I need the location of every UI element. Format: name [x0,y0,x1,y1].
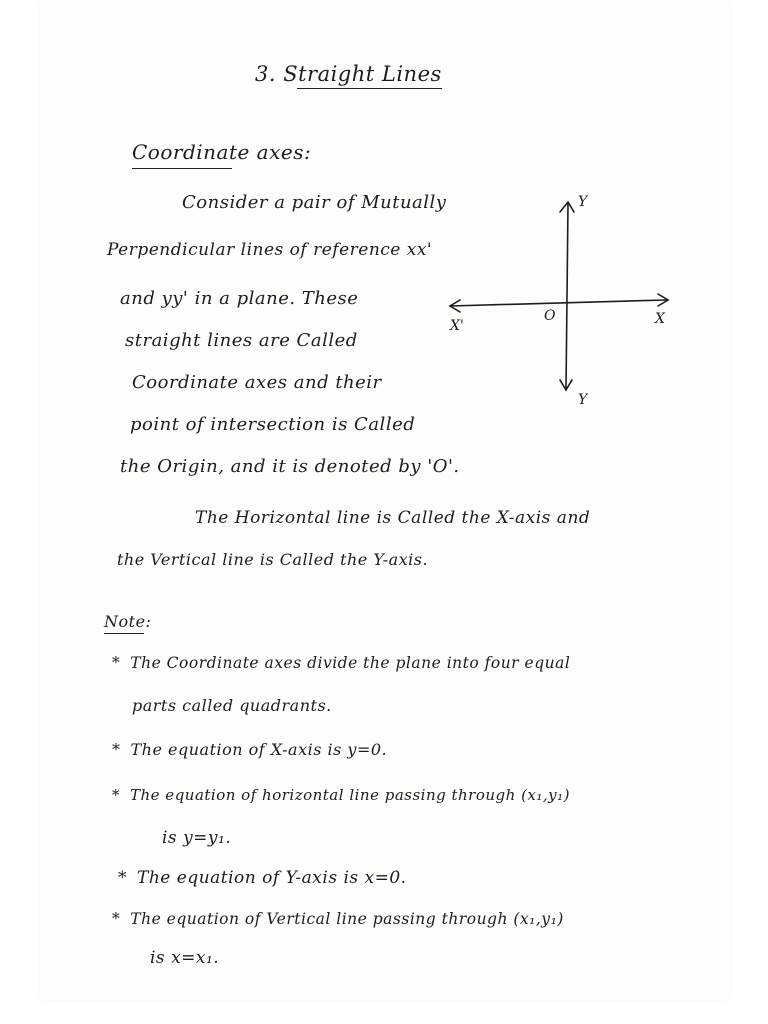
note-text: The equation of horizontal line passing through (x₁,y₁) [130,786,570,804]
note-item [112,910,564,928]
heading-underline [132,168,232,169]
paragraph-line: Consider a pair of Mutually [182,192,447,213]
paragraph-line: the Origin, and it is denoted by 'O'. [120,456,460,477]
bullet-symbol: * [112,910,121,928]
note-item [118,868,407,888]
note-heading-text: Note: [104,612,152,631]
note-text: The Coordinate axes divide the plane into four equal [130,654,571,672]
y-prime-label: Y [578,392,588,408]
note-text: The equation of X-axis is y=0. [130,740,388,759]
page-title-text: 3. Straight Lines [255,62,442,86]
note-item [112,786,570,804]
y-axis-arrow-up [560,202,574,212]
bullet-symbol: * [112,786,120,804]
paragraph-line: and yy' in a plane. These [120,288,359,309]
page-title [255,62,442,86]
paragraph-line: the Vertical line is Called the Y-axis. [117,550,429,569]
origin-label: O [544,308,556,324]
note-heading [104,612,151,631]
x-axis-line [450,300,666,306]
note-item [112,740,387,759]
note-underline [104,633,144,634]
y-axis-label: Y [578,194,588,210]
coordinate-axes-diagram [440,190,680,410]
paragraph-line: straight lines are Called [125,330,358,351]
bullet-symbol: * [112,654,121,672]
paragraph-line: Coordinate axes and their [132,372,382,393]
x-prime-label: X' [450,318,464,334]
paragraph-line: point of intersection is Called [130,414,416,435]
title-underline [297,88,442,89]
note-item [112,654,570,672]
paragraph-line: Perpendicular lines of reference xx' [107,240,433,260]
note-continuation: is y=y₁. [162,828,232,848]
section-heading [132,140,311,164]
section-heading-text: Coordinate axes: [132,140,312,164]
x-axis-label: X [655,311,665,327]
note-continuation: is x=x₁. [150,948,220,968]
bullet-symbol: * [118,868,127,888]
paragraph-line: The Horizontal line is Called the X-axis and [195,508,591,528]
note-continuation: parts called quadrants. [132,696,332,715]
y-axis-line [566,204,568,390]
note-text: The equation of Y-axis is x=0. [137,868,407,888]
note-text: The equation of Vertical line passing through (x₁,y₁) [130,910,564,928]
bullet-symbol: * [112,740,121,759]
